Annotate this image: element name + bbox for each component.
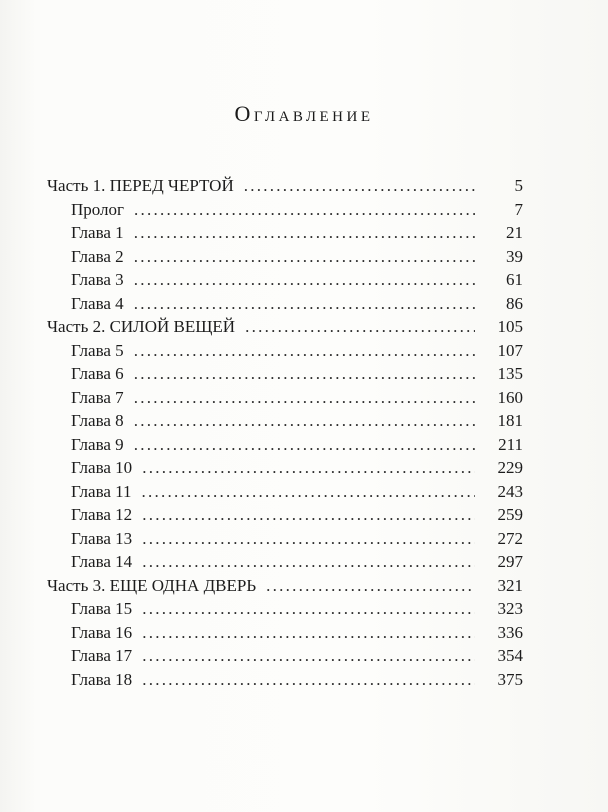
- toc-chapter-entry: [47, 362, 523, 386]
- toc-page-number: 21: [506, 223, 523, 242]
- toc-part-entry: [47, 174, 523, 198]
- toc-entry-label: Глава 18: [71, 669, 133, 689]
- toc-page-number: 272: [497, 528, 523, 548]
- toc-chapter-entry: [47, 527, 523, 551]
- dot-leader: [142, 456, 475, 480]
- toc-entry-label: Часть 1. ПЕРЕД ЧЕРТОЙ: [47, 176, 234, 195]
- toc-chapter-entry: [47, 245, 523, 269]
- toc-chapter-entry: [47, 409, 523, 433]
- toc-chapter-entry: [47, 198, 523, 222]
- dot-leader: [134, 292, 475, 316]
- toc-entry-label: Глава 11: [71, 481, 132, 501]
- toc-entry-label: Глава 16: [71, 622, 133, 642]
- dot-leader: [142, 644, 475, 668]
- toc-page-number: 7: [514, 199, 523, 219]
- toc-entry-label: Глава 9: [71, 434, 124, 454]
- toc-chapter-entry: [47, 480, 523, 504]
- dot-leader: [134, 339, 475, 363]
- toc-page-number: 321: [497, 575, 523, 595]
- toc-page-number: 135: [497, 364, 523, 383]
- toc-page-number: 354: [497, 646, 523, 665]
- dot-leader: [134, 409, 475, 433]
- toc-page-number: 39: [506, 246, 523, 266]
- toc-page-number: 181: [497, 411, 523, 430]
- dot-leader: [266, 574, 475, 598]
- toc-page-number: 211: [498, 434, 523, 454]
- toc-page-number: 160: [497, 387, 523, 407]
- toc-chapter-entry: [47, 339, 523, 363]
- toc-page-number: 297: [497, 552, 523, 571]
- dot-leader: [134, 245, 475, 269]
- toc-page-number: 375: [497, 669, 523, 689]
- dot-leader: [142, 480, 475, 504]
- toc-entry-label: Глава 6: [71, 364, 124, 383]
- toc-entry-label: Глава 8: [71, 411, 124, 430]
- page-title: Оглавление: [234, 101, 374, 126]
- toc-page-number: 336: [497, 622, 523, 642]
- toc-part-entry: [47, 315, 523, 339]
- toc-entry-label: Глава 4: [71, 293, 124, 313]
- toc-entry-label: Глава 10: [71, 458, 133, 477]
- toc-chapter-entry: [47, 597, 523, 621]
- dot-leader: [134, 433, 475, 457]
- toc-entry-label: Глава 15: [71, 599, 133, 618]
- dot-leader: [142, 503, 475, 527]
- toc-chapter-entry: [47, 292, 523, 316]
- toc-entry-label: Глава 7: [71, 387, 124, 407]
- toc-page-number: 105: [497, 317, 523, 336]
- dot-leader: [134, 362, 475, 386]
- toc-chapter-entry: [47, 221, 523, 245]
- toc-chapter-entry: [47, 644, 523, 668]
- toc-chapter-entry: [47, 433, 523, 457]
- toc-chapter-entry: [47, 550, 523, 574]
- dot-leader: [244, 174, 475, 198]
- toc-page-number: 5: [514, 176, 523, 195]
- toc-chapter-entry: [47, 268, 523, 292]
- dot-leader: [142, 668, 475, 692]
- toc-entry-label: Глава 13: [71, 528, 133, 548]
- dot-leader: [134, 221, 475, 245]
- toc-page-number: 243: [497, 481, 523, 501]
- toc-entry-label: Часть 2. СИЛОЙ ВЕЩЕЙ: [47, 317, 236, 336]
- toc-page-number: 107: [497, 340, 523, 360]
- dot-leader: [134, 386, 475, 410]
- table-of-contents: [47, 174, 523, 691]
- toc-chapter-entry: [47, 503, 523, 527]
- dot-leader: [142, 621, 475, 645]
- toc-page-number: 259: [497, 505, 523, 524]
- toc-chapter-entry: [47, 456, 523, 480]
- toc-entry-label: Глава 2: [71, 246, 124, 266]
- toc-part-entry: [47, 574, 523, 598]
- toc-page-number: 61: [506, 270, 523, 289]
- toc-entry-label: Глава 14: [71, 552, 133, 571]
- toc-entry-label: Глава 5: [71, 340, 124, 360]
- toc-page-number: 229: [497, 458, 523, 477]
- dot-leader: [134, 198, 475, 222]
- toc-chapter-entry: [47, 386, 523, 410]
- toc-entry-label: Часть 3. ЕЩЕ ОДНА ДВЕРЬ: [47, 575, 257, 595]
- toc-entry-label: Глава 3: [71, 270, 124, 289]
- dot-leader: [134, 268, 475, 292]
- toc-chapter-entry: [47, 668, 523, 692]
- dot-leader: [142, 527, 475, 551]
- dot-leader: [245, 315, 475, 339]
- toc-entry-label: Глава 12: [71, 505, 133, 524]
- toc-entry-label: Пролог: [71, 199, 125, 219]
- toc-entry-label: Глава 1: [71, 223, 124, 242]
- dot-leader: [142, 550, 475, 574]
- toc-chapter-entry: [47, 621, 523, 645]
- toc-page-number: 323: [497, 599, 523, 618]
- toc-entry-label: Глава 17: [71, 646, 133, 665]
- dot-leader: [142, 597, 475, 621]
- toc-page-number: 86: [506, 293, 523, 313]
